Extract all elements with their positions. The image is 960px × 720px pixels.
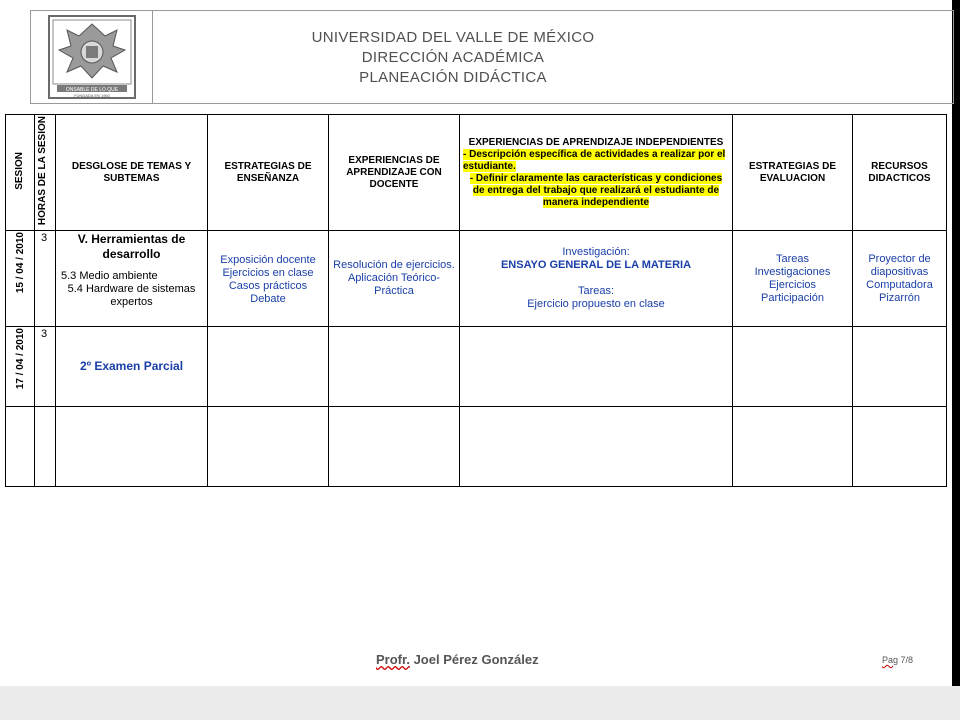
row2-horas: 3 [35, 327, 56, 407]
header-row [6, 115, 947, 231]
row3-ensenanza [208, 407, 329, 487]
footer-name-rest: Joel Pérez González [409, 652, 539, 667]
row1-subtopic-1: 5.3 Medio ambiente [61, 270, 158, 283]
row1-docente [329, 231, 460, 327]
row1-recursos-item: Proyector de [868, 252, 931, 265]
document-title: PLANEACIÓN DIDÁCTICA [359, 69, 547, 86]
row1-ensenanza-item: Ejercicios en clase [222, 267, 314, 280]
row1-recursos-item: diapositivas [870, 265, 929, 278]
header-indep-note-1: - Descripción específica de actividades a realizar por el estudiante. [463, 148, 726, 172]
row1-recursos [853, 231, 947, 327]
department-name: DIRECCIÓN ACADÉMICA [361, 49, 545, 66]
row2-sesion-date: 17 / 04 / 2010 [14, 328, 26, 390]
row3-docente [329, 407, 460, 487]
document-header [30, 10, 954, 104]
row1-topic-title: V. Herramientas de desarrollo [77, 232, 186, 262]
row1-evaluacion-item: Ejercicios [768, 278, 817, 291]
row2-ensenanza [208, 327, 329, 407]
row1-ensenanza-item: Casos prácticos [228, 280, 308, 293]
row1-horas: 3 [35, 231, 56, 327]
row1-indep-title: ENSAYO GENERAL DE LA MATERIA [500, 259, 692, 272]
row1-sesion [6, 231, 35, 327]
row1-sesion-date: 15 / 04 / 2010 [14, 232, 26, 294]
row1-recursos-item: Computadora [866, 278, 933, 291]
header-sesion [6, 115, 35, 231]
row1-docente-item: Aplicación Teórico-Práctica [347, 272, 441, 298]
header-sesion-label: SESION [14, 151, 25, 190]
row1-subtopic-2: 5.4 Hardware de sistemas expertos [67, 283, 196, 309]
university-seal-icon [47, 14, 137, 100]
footer-page-number [882, 655, 913, 665]
header-horas [35, 115, 56, 231]
footer-page-prefix: Pag [882, 655, 899, 665]
row1-indep-tareas: Tareas: [577, 285, 615, 298]
logo-cell [31, 11, 153, 103]
header-recursos: RECURSOS DIDACTICOS [853, 115, 947, 231]
row1-independientes [460, 231, 733, 327]
row3-sesion [6, 407, 35, 487]
row1-evaluacion-item: Tareas [775, 252, 810, 265]
row1-ensenanza-item: Debate [250, 293, 286, 306]
logo-text-1: ONSABLE DE LO QUE [65, 87, 118, 93]
title-cell [153, 11, 953, 103]
row1-evaluacion-item: Participación [761, 291, 824, 304]
row2-evaluacion [733, 327, 853, 407]
row3-independientes [460, 407, 733, 487]
table-row [6, 407, 947, 487]
row1-recursos-item: Pizarrón [879, 291, 920, 304]
row3-recursos [853, 407, 947, 487]
university-name: UNIVERSIDAD DEL VALLE DE MÉXICO [311, 29, 595, 46]
row1-evaluacion [733, 231, 853, 327]
footer-page-rest: 7/8 [898, 655, 914, 665]
header-experiencias-independientes-title: EXPERIENCIAS DE APRENDIZAJE INDEPENDIENTES [468, 136, 724, 148]
header-desglose: DESGLOSE DE TEMAS Y SUBTEMAS [56, 115, 208, 231]
planning-table [5, 114, 947, 487]
header-experiencias-independientes [460, 115, 733, 231]
table-row [6, 327, 947, 407]
row3-horas [35, 407, 56, 487]
bottom-strip [0, 686, 960, 720]
row1-indep-label: Investigación: [562, 246, 630, 259]
row1-ensenanza [208, 231, 329, 327]
row1-evaluacion-item: Investigaciones [754, 265, 831, 278]
row2-independientes [460, 327, 733, 407]
header-estrategias-ensenanza: ESTRATEGIAS DE ENSEÑANZA [208, 115, 329, 231]
footer-name-prefix: Profr. [376, 652, 410, 667]
header-horas-label: HORAS DE LA SESION [37, 116, 48, 226]
row1-indep-ejercicio: Ejercicio propuesto en clase [527, 298, 665, 311]
logo-text-2: FUNDADA EN 1960 [73, 93, 110, 98]
header-experiencias-docente: EXPERIENCIAS DE APRENDIZAJE CON DOCENTE [329, 115, 460, 231]
row2-topic: 2º Examen Parcial [56, 327, 208, 407]
row2-recursos [853, 327, 947, 407]
header-estrategias-evaluacion: ESTRATEGIAS DE EVALUACION [733, 115, 853, 231]
row2-sesion [6, 327, 35, 407]
row1-docente-item: Resolución de ejercicios. [333, 259, 455, 272]
row2-docente [329, 327, 460, 407]
header-indep-note-2: - Definir claramente las características y condiciones de entrega del trabajo que realizará el estudiante de manera independiente [469, 172, 723, 208]
row3-desglose [56, 407, 208, 487]
row1-ensenanza-item: Exposición docente [220, 254, 316, 267]
footer-teacher-name [376, 652, 539, 667]
row3-evaluacion [733, 407, 853, 487]
table-row [6, 231, 947, 327]
row1-desglose [56, 231, 208, 327]
